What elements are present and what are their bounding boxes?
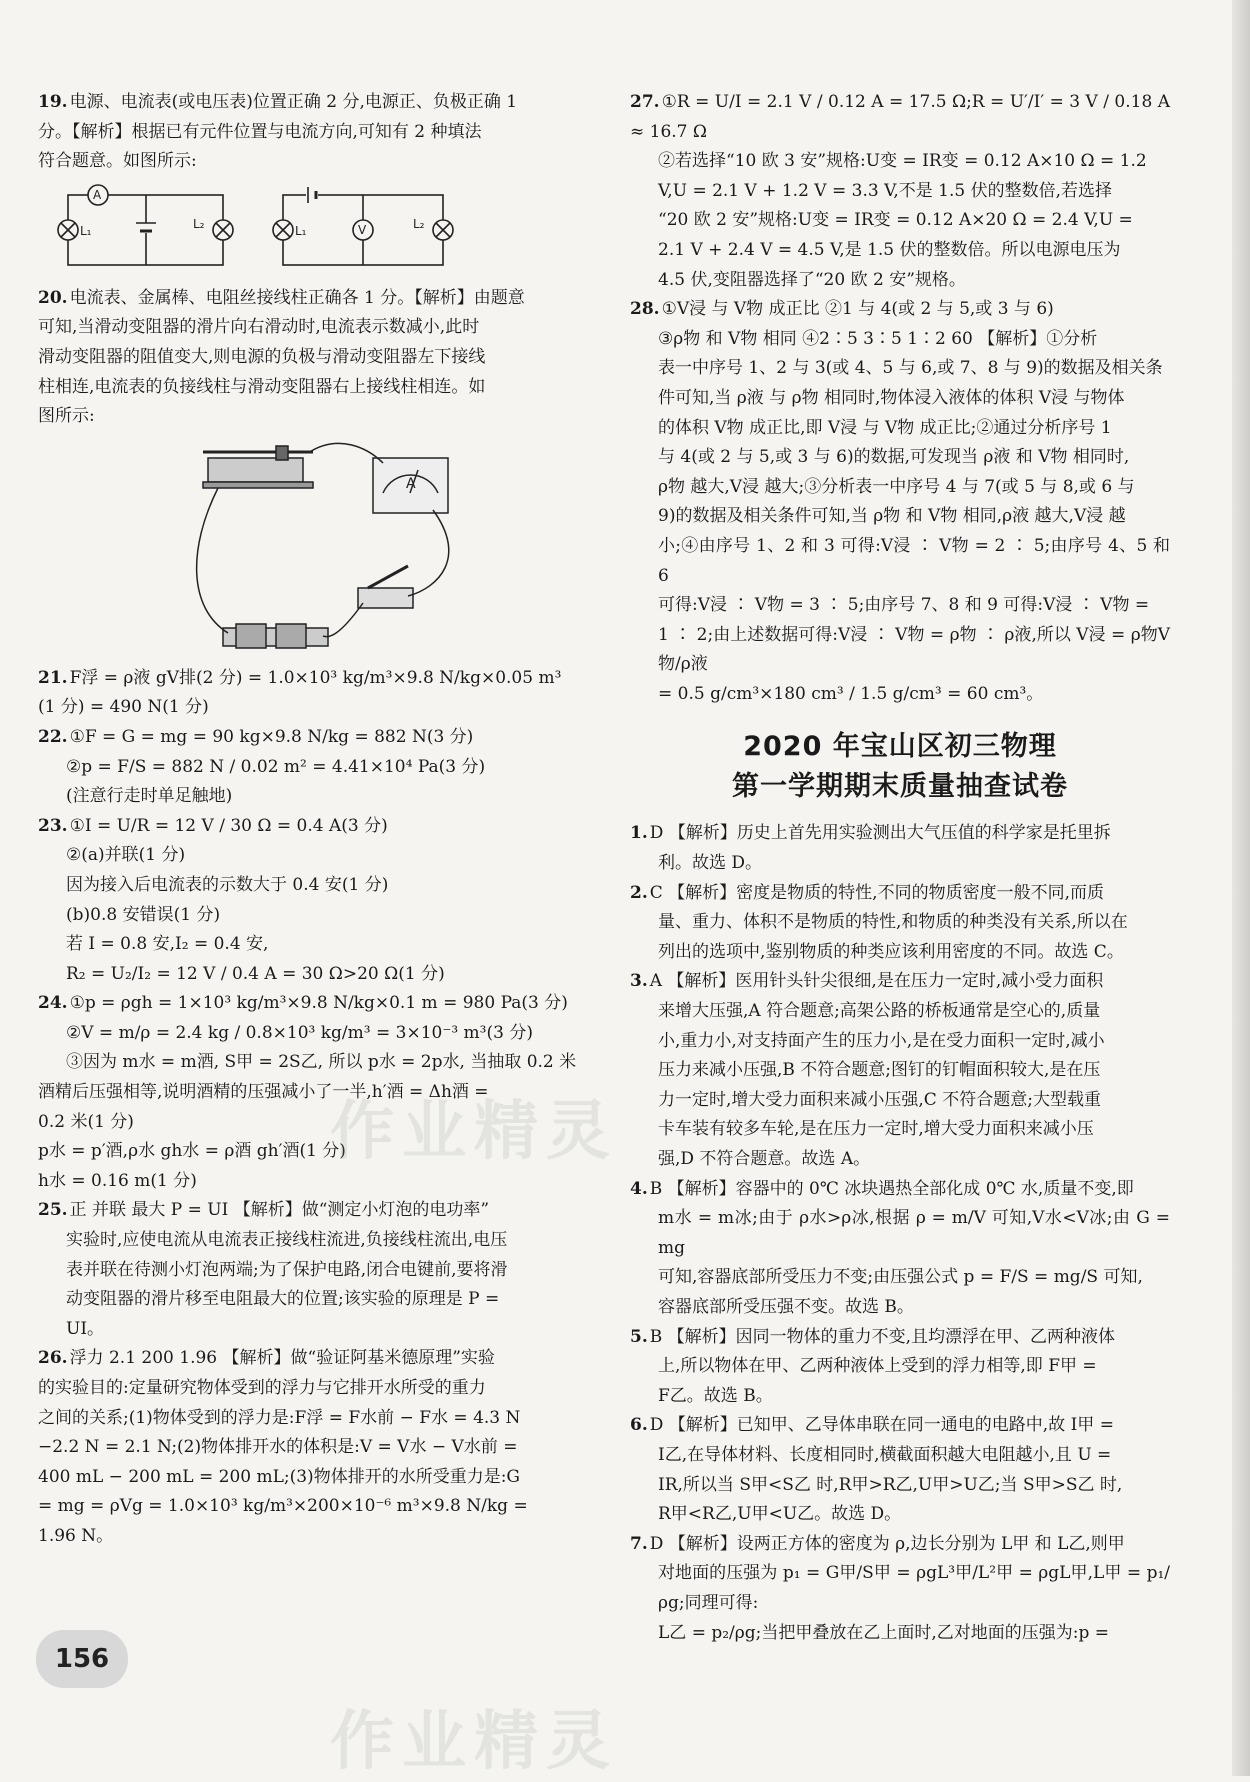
answer-text: = 0.5 g/cm³×180 cm³ / 1.5 g/cm³ = 60 cm³。 (658, 683, 1044, 704)
answer-2 (630, 879, 1170, 968)
right-column (630, 88, 1170, 1648)
answer-text: F浮 = ρ液 gV排(2 分) = 1.0×10³ kg/m³×9.8 N/kg×0.05 m³ (69, 667, 562, 688)
answer-text: ①R = U/I = 2.1 V / 0.12 A = 17.5 Ω;R = U′/I′ = 3 V / 0.18 A ≈ 16.7 Ω (630, 92, 1170, 142)
answer-text: R₂ = U₂/I₂ = 12 V / 0.4 A = 30 Ω>20 Ω(1 分) (66, 963, 445, 984)
answer-20 (38, 284, 583, 658)
answer-text: 可知,当滑动变阻器的滑片向右滑动时,电流表示数减小,此时 (38, 317, 480, 338)
answer-26 (38, 1344, 583, 1551)
answer-text: 之间的关系;(1)物体受到的浮力是:F浮 = F水前 − F水 = 4.3 N (38, 1407, 521, 1428)
answer-text: m水 = m冰;由于 ρ水>ρ冰,根据 ρ = m/V 可知,V水<V冰;由 G = mg (658, 1208, 1170, 1258)
answer-text: D 【解析】已知甲、乙导体串联在同一通电的电路中,故 I甲 = (649, 1415, 1114, 1436)
q-number: 1. (630, 823, 648, 844)
answer-1 (630, 819, 1170, 878)
answer-text: ①V浸 与 V物 成正比 ②1 与 4(或 2 与 5,或 3 与 6) (661, 299, 1054, 320)
rheostat-circuit-figure (38, 438, 498, 658)
switch (358, 588, 413, 608)
answer-text: 小,重力小,对支持面产生的压力小,是在受力面积一定时,减小 (658, 1030, 1105, 1051)
answer-text: 图所示: (38, 406, 95, 427)
answer-text: 柱相连,电流表的负接线柱与滑动变阻器右上接线柱相连。如 (38, 376, 486, 397)
answer-text: D 【解析】设两正方体的密度为 ρ,边长分别为 L甲 和 L乙,则甲 (649, 1533, 1125, 1554)
answer-text: 量、重力、体积不是物质的特性,和物质的种类没有关系,所以在 (658, 912, 1128, 933)
answer-text: 4.5 伏,变阻器选择了“20 欧 2 安”规格。 (658, 269, 966, 290)
answer-text: 表一中序号 1、2 与 3(或 4、5 与 6,或 7、8 与 9)的数据及相关条 (658, 358, 1163, 379)
answer-text: ρ物 越大,V浸 越大;③分析表一中序号 4 与 7(或 5 与 8,或 6 与 (658, 476, 1135, 497)
q-number: 3. (630, 971, 648, 992)
l2-label-2: L₂ (413, 216, 425, 231)
answer-text: 动变阻器的滑片移至电阻最大的位置;该实验的原理是 P = (66, 1289, 500, 1310)
answer-text: 利。故选 D。 (658, 853, 763, 874)
answer-text: L乙 = p₂/ρg;当把甲叠放在乙上面时,乙对地面的压强为:p = (658, 1622, 1110, 1643)
answer-text: ②V = m/ρ = 2.4 kg / 0.8×10³ kg/m³ = 3×10⁻³ m³(3 分) (66, 1022, 533, 1043)
answer-19 (38, 88, 583, 278)
answer-text: 小;④由序号 1、2 和 3 可得:V浸 ∶ V物 = 2 ∶ 5;由序号 4、5 和 6 (658, 535, 1170, 586)
answer-text: UI。 (66, 1318, 105, 1339)
answer-25 (38, 1196, 583, 1344)
answer-text: 2.1 V + 2.4 V = 4.5 V,是 1.5 伏的整数倍。所以电源电压为 (658, 239, 1121, 260)
answer-text: “20 欧 2 安”规格:U变 = IR变 = 0.12 A×20 Ω = 2.4 V,U = (658, 210, 1133, 231)
answer-text: ②p = F/S = 882 N / 0.02 m² = 4.41×10⁴ Pa(3 分) (66, 756, 486, 777)
answer-text: p水 = p′酒,ρ水 gh水 = ρ酒 gh′酒(1 分) (38, 1141, 346, 1162)
section-title (630, 727, 1170, 807)
answer-text: 实验时,应使电流从电流表正接线柱流进,负接线柱流出,电压 (66, 1230, 508, 1251)
q-number: 4. (630, 1178, 648, 1199)
answer-text: 的实验目的:定量研究物体受到的浮力与它排开水所受的重力 (38, 1378, 486, 1398)
answer-text: h水 = 0.16 m(1 分) (38, 1170, 197, 1191)
l2-label: L₂ (193, 216, 205, 231)
answer-text: 强,D 不符合题意。故选 A。 (658, 1149, 871, 1169)
rheostat (208, 458, 303, 482)
q-number: 5. (630, 1326, 648, 1347)
answer-text: ①F = G = mg = 90 kg×9.8 N/kg = 882 N(3 分) (69, 726, 474, 747)
answer-22 (38, 723, 583, 812)
answer-text: 浮力 2.1 200 1.96 【解析】做“验证阿基米德原理”实验 (69, 1348, 495, 1369)
answer-text: 分。【解析】根据已有元件位置与电流方向,可知有 2 种填法 (38, 121, 482, 142)
q-number: 21. (38, 667, 68, 688)
answer-3 (630, 967, 1170, 1174)
answer-text: 来增大压强,A 符合题意;高架公路的桥板通常是空心的,质量 (658, 1001, 1101, 1022)
answer-6 (630, 1411, 1170, 1529)
answer-text: (b)0.8 安错误(1 分) (66, 904, 221, 925)
answer-text: 件可知,当 ρ液 与 ρ物 相同时,物体浸入液体的体积 V浸 与物体 (658, 387, 1125, 408)
answer-text: −2.2 N = 2.1 N;(2)物体排开水的体积是:V = V水 − V水前 = (38, 1437, 518, 1458)
answer-text: A 【解析】医用针头针尖很细,是在压力一定时,减小受力面积 (649, 971, 1104, 992)
answer-text: 电源、电流表(或电压表)位置正确 2 分,电源正、负极正确 1 (69, 92, 518, 112)
answer-text: B 【解析】因同一物体的重力不变,且均漂浮在甲、乙两种液体 (649, 1326, 1116, 1347)
section-title-line-2: 第一学期期末质量抽查试卷 (732, 771, 1068, 803)
answer-23 (38, 812, 583, 990)
q-number: 27. (630, 92, 660, 112)
l1-label-2: L₁ (295, 223, 307, 238)
answer-text: 电流表、金属棒、电阻丝接线柱正确各 1 分。【解析】由题意 (69, 287, 525, 308)
answer-text: 表并联在待测小灯泡两端;为了保护电路,闭合电键前,要将滑 (66, 1259, 508, 1280)
answer-text: F乙。故选 B。 (658, 1385, 773, 1406)
left-column (38, 88, 583, 1552)
answer-text: ③因为 m水 = m酒, S甲 = 2S乙, 所以 p水 = 2p水, 当抽取 0.2 米 (66, 1052, 577, 1073)
q-number: 23. (38, 815, 68, 836)
answer-text: 酒精后压强相等,说明酒精的压强减小了一半,h′酒 = Δh酒 = (38, 1082, 489, 1103)
q-number: 7. (630, 1533, 648, 1554)
answer-text: 可知,容器底部所受压力不变;由压强公式 p = F/S = mg/S 可知, (658, 1267, 1143, 1288)
voltmeter-label: V (358, 222, 367, 237)
q-number: 19. (38, 92, 68, 112)
q-number: 22. (38, 726, 68, 747)
q-number: 2. (630, 882, 648, 903)
answer-text: 与 4(或 2 与 5,或 3 与 6)的数据,可发现当 ρ液 和 V物 相同时, (658, 447, 1130, 468)
q-number: 26. (38, 1348, 68, 1369)
answer-text: 可得:V浸 ∶ V物 = 3 ∶ 5;由序号 7、8 和 9 可得:V浸 ∶ V物 = (658, 595, 1150, 616)
answer-text: (1 分) = 490 N(1 分) (38, 697, 209, 718)
q-number: 25. (38, 1200, 68, 1221)
answer-7 (630, 1530, 1170, 1648)
answer-text: 0.2 米(1 分) (38, 1111, 134, 1132)
section-title-line-1: 2020 年宝山区初三物理 (743, 731, 1057, 763)
answer-28 (630, 295, 1170, 709)
answer-text: ②若选择“10 欧 3 安”规格:U变 = IR变 = 0.12 A×10 Ω = 1.2 (658, 151, 1147, 172)
q-number: 28. (630, 299, 660, 320)
answer-text: I乙,在导体材料、长度相同时,横截面积越大电阻越小,且 U = (658, 1444, 1112, 1465)
answer-27 (630, 88, 1170, 295)
l1-label: L₁ (80, 223, 92, 238)
answer-text: 400 mL − 200 mL = 200 mL;(3)物体排开的水所受重力是:G (38, 1466, 521, 1487)
answer-text: 卡车装有较多车轮,是在压力一定时,增大受力面积来减小压 (658, 1119, 1094, 1140)
answer-text: 上,所以物体在甲、乙两种液体上受到的浮力相等,即 F甲 = (658, 1356, 1097, 1377)
answer-text: C 【解析】密度是物质的特性,不同的物质密度一般不同,而质 (649, 882, 1104, 903)
answer-text: 力一定时,增大受力面积来减小压强,C 不符合题意;大型载重 (658, 1089, 1101, 1110)
answer-5 (630, 1323, 1170, 1412)
answer-text: ③ρ物 和 V物 相同 ④2∶5 3∶5 1∶2 60 【解析】①分析 (658, 328, 1098, 349)
answer-text: ①I = U/R = 12 V / 30 Ω = 0.4 A(3 分) (69, 815, 388, 836)
answer-text: 的体积 V物 成正比,即 V浸 与 V物 成正比;②通过分析序号 1 (658, 417, 1112, 438)
answer-4 (630, 1175, 1170, 1323)
watermark-bottom: 作业精灵 (330, 1705, 618, 1779)
answer-text: 压力来减小压强,B 不符合题意;图钉的钉帽面积较大,是在压 (658, 1060, 1101, 1081)
answer-text: R甲<R乙,U甲<U乙。故选 D。 (658, 1504, 902, 1525)
answer-text: ①p = ρgh = 1×10³ kg/m³×9.8 N/kg×0.1 m = 980 Pa(3 分) (69, 993, 568, 1014)
ammeter-label: A (406, 475, 416, 492)
q-number: 6. (630, 1415, 648, 1436)
answer-text: B 【解析】容器中的 0℃ 冰块遇热全部化成 0℃ 水,质量不变,即 (649, 1178, 1134, 1199)
answer-text: 对地面的压强为 p₁ = G甲/S甲 = ρgL³甲/L²甲 = ρgL甲,L甲 = p₁/ρg;同理可得: (658, 1563, 1170, 1613)
answer-text: D 【解析】历史上首先用实验测出大气压值的科学家是托里拆 (649, 823, 1111, 844)
q-number: 20. (38, 287, 68, 308)
answer-text: = mg = ρVg = 1.0×10³ kg/m³×200×10⁻⁶ m³×9.8 N/kg = (38, 1496, 528, 1517)
answer-text: 1 ∶ 2;由上述数据可得:V浸 ∶ V物 = ρ物 ∶ ρ液,所以 V浸 = ρ物V物/ρ液 (658, 624, 1170, 675)
answer-text: 因为接入后电流表的示数大于 0.4 安(1 分) (66, 874, 389, 895)
answer-text: 9)的数据及相关条件可知,当 ρ物 和 V物 相同,ρ液 越大,V浸 越 (658, 506, 1126, 527)
answer-text: 符合题意。如图所示: (38, 151, 197, 172)
page-number: 156 (36, 1630, 128, 1688)
answer-text: V,U = 2.1 V + 1.2 V = 3.3 V,不是 1.5 伏的整数倍,若选择 (658, 180, 1113, 201)
answer-text: 列出的选项中,鉴别物质的种类应该利用密度的不同。故选 C。 (658, 941, 1124, 962)
answer-text: 容器底部所受压强不变。故选 B。 (658, 1296, 914, 1317)
answer-text: 1.96 N。 (38, 1525, 114, 1546)
page-edge (1232, 0, 1250, 1776)
answer-text: ②(a)并联(1 分) (66, 845, 186, 866)
answer-text: 若 I = 0.8 安,I₂ = 0.4 安, (66, 934, 269, 955)
answer-text: 正 并联 最大 P = UI 【解析】做“测定小灯泡的电功率” (69, 1200, 490, 1221)
circuit-diagrams (38, 183, 468, 278)
answer-21 (38, 664, 583, 723)
q-number: 24. (38, 993, 68, 1014)
answer-text: IR,所以当 S甲<S乙 时,R甲>R乙,U甲>U乙;当 S甲>S乙 时, (658, 1474, 1123, 1495)
ammeter-label: A (93, 187, 102, 202)
watermark: 作业精灵 (330, 1095, 618, 1169)
answer-note: (注意行走时单足触地) (66, 786, 233, 807)
answer-text: 滑动变阻器的阻值变大,则电源的负极与滑动变阻器左下接线 (38, 346, 486, 367)
